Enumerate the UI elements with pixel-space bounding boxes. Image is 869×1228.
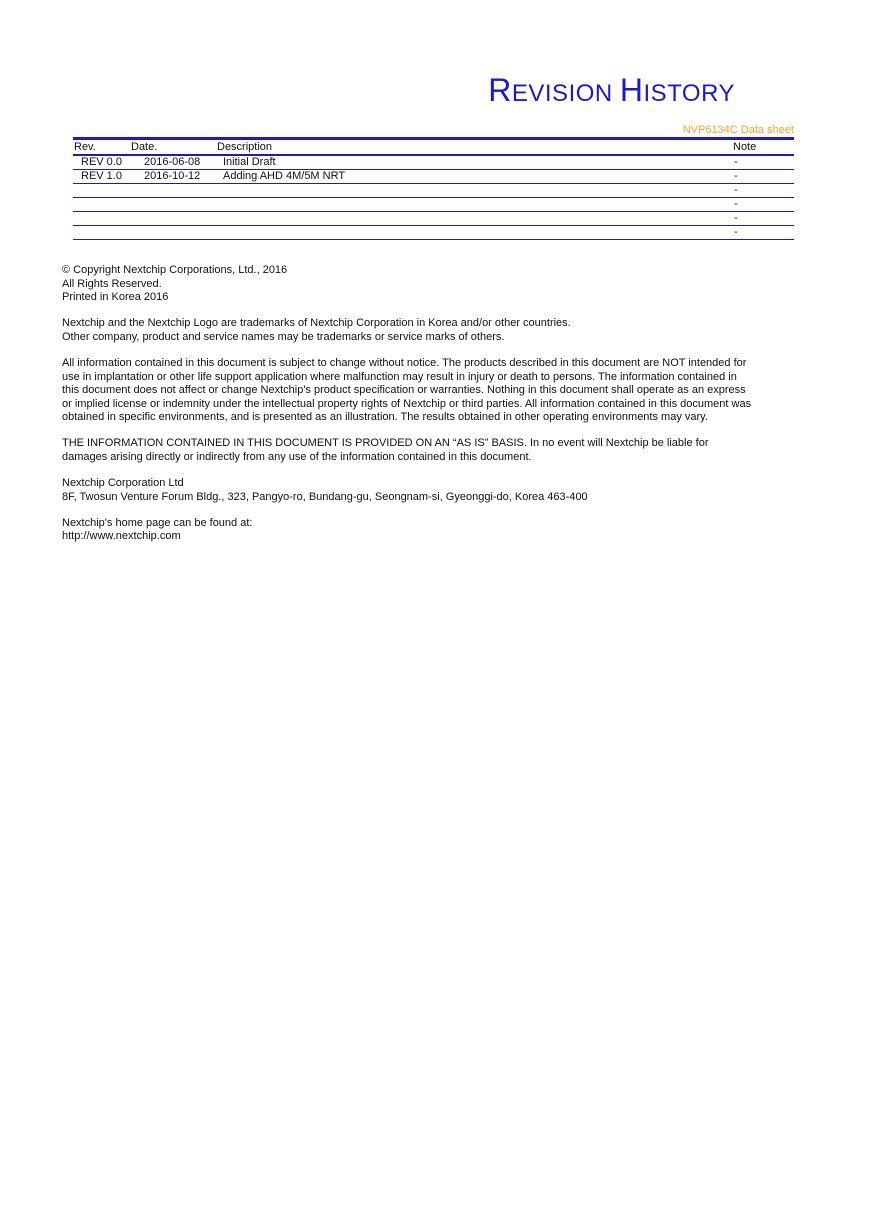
as-is-line: THE INFORMATION CONTAINED IN THIS DOCUMENT IS PROVIDED ON AN “AS IS” BASIS. In no event will Nextchip be liable for <box>62 437 709 450</box>
table-row <box>73 184 794 198</box>
company-name: Nextchip Corporation Ltd <box>62 477 184 490</box>
rights-line: All Rights Reserved. <box>62 277 162 290</box>
header-note: Note <box>733 141 757 153</box>
homepage-paragraph <box>62 517 807 544</box>
disclaimer-line: All information contained in this document is subject to change without notice. The products described in this document are NOT intended for <box>62 356 747 369</box>
table-row <box>73 156 794 170</box>
table-row <box>73 212 794 226</box>
row-note: - <box>734 156 738 168</box>
row-note: - <box>734 226 738 238</box>
copyright-line: © Copyright Nextchip Corporations, Ltd., 2016 <box>62 264 288 276</box>
row-date: 2016-10-12 <box>144 170 201 182</box>
disclaimer-line: or implied license or indemnity under the intellectual property rights of Nextchip or third parties. All information contained in this document was <box>62 397 752 410</box>
homepage-label: Nextchip's home page can be found at: <box>62 516 253 529</box>
revision-table <box>73 137 794 240</box>
disclaimer-line: use in implantation or other life support application where malfunction may result in injury or death to persons. The information contained in <box>62 370 737 383</box>
disclaimer-line: this document does not affect or change Nextchip's product specification or warranties. Nothing in this document shall operate as an express <box>62 384 746 397</box>
homepage-link[interactable]: http://www.nextchip.com <box>62 530 181 543</box>
page-title: REVISION HISTORY <box>488 72 735 108</box>
row-description: Initial Draft <box>223 156 276 168</box>
table-row <box>73 170 794 184</box>
row-note: - <box>734 170 738 182</box>
row-date: 2016-06-08 <box>144 156 201 168</box>
printed-line: Printed in Korea 2016 <box>62 291 169 304</box>
row-rev: REV 0.0 <box>81 156 122 168</box>
document-tag: NVP6134C Data sheet <box>682 124 794 136</box>
header-rev: Rev. <box>74 141 96 153</box>
row-rev: REV 1.0 <box>81 170 122 182</box>
trademark-line: Other company, product and service names may be trademarks or service marks of others. <box>62 330 505 343</box>
as-is-paragraph <box>62 437 807 464</box>
company-paragraph <box>62 477 807 504</box>
disclaimer-line: obtained in specific environments, and is presented as an illustration. The results obtained in other operating environments may vary. <box>62 411 708 424</box>
trademark-paragraph <box>62 317 807 344</box>
row-note: - <box>734 184 738 196</box>
header-date: Date. <box>131 141 158 153</box>
trademark-line: Nextchip and the Nextchip Logo are trademarks of Nextchip Corporation in Korea and/or other countries. <box>62 317 571 330</box>
row-note: - <box>734 198 738 210</box>
row-note: - <box>734 212 738 224</box>
table-row <box>73 226 794 240</box>
disclaimer-paragraph <box>62 357 807 425</box>
revision-table-header <box>73 137 794 156</box>
copyright-paragraph <box>62 264 807 305</box>
table-row <box>73 198 794 212</box>
as-is-line: damages arising directly or indirectly from any use of the information contained in this document. <box>62 451 532 464</box>
header-description: Description <box>217 141 273 153</box>
company-address: 8F, Twosun Venture Forum Bldg., 323, Pangyo-ro, Bundang-gu, Seongnam-si, Gyeonggi-do, Korea 463-400 <box>62 490 588 503</box>
legal-text <box>62 264 807 557</box>
row-description: Adding AHD 4M/5M NRT <box>223 170 346 182</box>
